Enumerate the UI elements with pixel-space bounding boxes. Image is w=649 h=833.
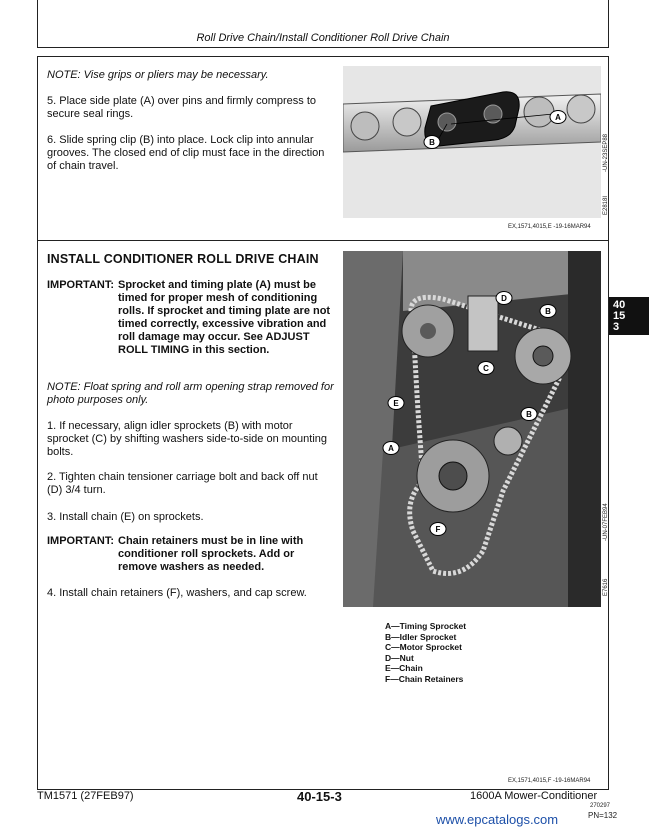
legend-item: B—Idler Sprocket [385,631,457,642]
tab-line-1: 40 [613,299,626,311]
step-2: 2. Tighten chain tensioner carriage bolt and back off nut (D) 3/4 turn. [47,471,318,496]
photo2-corner-code: E7616 [603,578,609,596]
svg-text:A: A [555,113,561,122]
important-timing [47,279,337,374]
tab-line-3: 3 [613,321,620,333]
svg-text:C: C [483,364,489,373]
callout-b-lower [521,408,537,421]
legend-item: E—Chain [385,663,423,673]
section-heading: INSTALL CONDITIONER ROLL DRIVE CHAIN [47,252,319,266]
photo-drive-chain [343,251,601,607]
callout-c [478,362,494,375]
svg-text:B: B [429,138,435,147]
important-text: Chain retainers must be in line with conditioner roll sprockets. Add or remove washers as needed. [118,535,304,573]
running-title: Roll Drive Chain/Install Conditioner Roll Drive Chain [196,32,450,44]
legend-item: D—Nut [385,652,414,663]
callout-b [424,136,440,149]
callout-a [383,442,399,455]
callout-a [550,111,566,124]
motor-sprocket [515,328,571,384]
section-side-plate [37,56,609,241]
photo-chain-link [343,66,601,218]
legend-item: A—Timing Sprocket [385,621,467,631]
section-install-chain [37,240,609,790]
drive-chain-illustration [343,251,601,607]
photo2-side-code: -UN-07FEB94 [603,503,609,541]
tab-line-2: 15 [613,310,626,322]
important-label: IMPORTANT: [47,535,115,547]
timing-sprocket [417,440,489,512]
important-text: Sprocket and timing plate (A) must be timed for proper mesh of conditioning rolls. If sprocket and timing plate are not timed correctly, excessive vibration and roll damage may occur. See ADJUST ROLL TIMING in this section. [118,279,331,356]
footer-product: 1600A Mower-Conditioner [470,790,598,802]
svg-text:B: B [526,410,532,419]
callout-d [496,292,512,305]
footer-manual-id: TM1571 (27FEB97) [37,790,134,802]
callout-e [388,397,404,410]
callout-f [430,523,446,536]
idler-sprocket-lower [494,427,522,455]
chain-link-illustration [343,66,601,218]
step-1: 1. If necessary, align idler sprockets (B) with motor sprocket (C) by shifting washers side-to-side on mounting bolts. [47,420,328,458]
chain-tensioner [468,296,498,351]
note-vise-grips: NOTE: Vise grips or pliers may be necessary. [47,69,269,81]
important-label: IMPORTANT: [47,279,115,291]
idler-sprocket-upper [402,305,454,357]
watermark-link[interactable]: www.epcatalogs.com [436,812,559,827]
step-4: 4. Install chain retainers (F), washers, and cap screw. [47,587,307,599]
photo1-ref: EX,1571,4015,E -19-16MAR94 [508,224,591,230]
photo1-corner-code: E2818I [603,195,609,215]
legend [385,621,565,684]
callout-b-upper [540,305,556,318]
svg-text:A: A [388,444,394,453]
step-6: 6. Slide spring clip (B) into place. Lock clip into annular grooves. The closed end of clip must face in the direction of chain travel. [47,134,325,172]
svg-text:B: B [545,307,551,316]
svg-text:F: F [435,525,441,534]
footer-page-code: PN=132 [588,811,618,820]
photo2-ref: EX,1571,4015,F -19-16MAR94 [508,778,591,784]
legend-item: F—Chain Retainers [385,673,464,684]
footer-date-code: 270297 [590,803,611,809]
note-float-spring: NOTE: Float spring and roll arm opening strap removed for photo purposes only. [47,381,334,406]
footer-page-number: 40-15-3 [297,789,342,804]
step-5: 5. Place side plate (A) over pins and firmly compress to secure seal rings. [47,95,317,120]
important-retainers [47,535,337,580]
section-tab [609,297,649,335]
legend-item: C—Motor Sprocket [385,642,462,652]
step-3: 3. Install chain (E) on sprockets. [47,511,204,523]
svg-text:D: D [501,294,507,303]
photo1-side-code: -UN-23SEP88 [603,133,609,172]
svg-text:E: E [393,399,399,408]
